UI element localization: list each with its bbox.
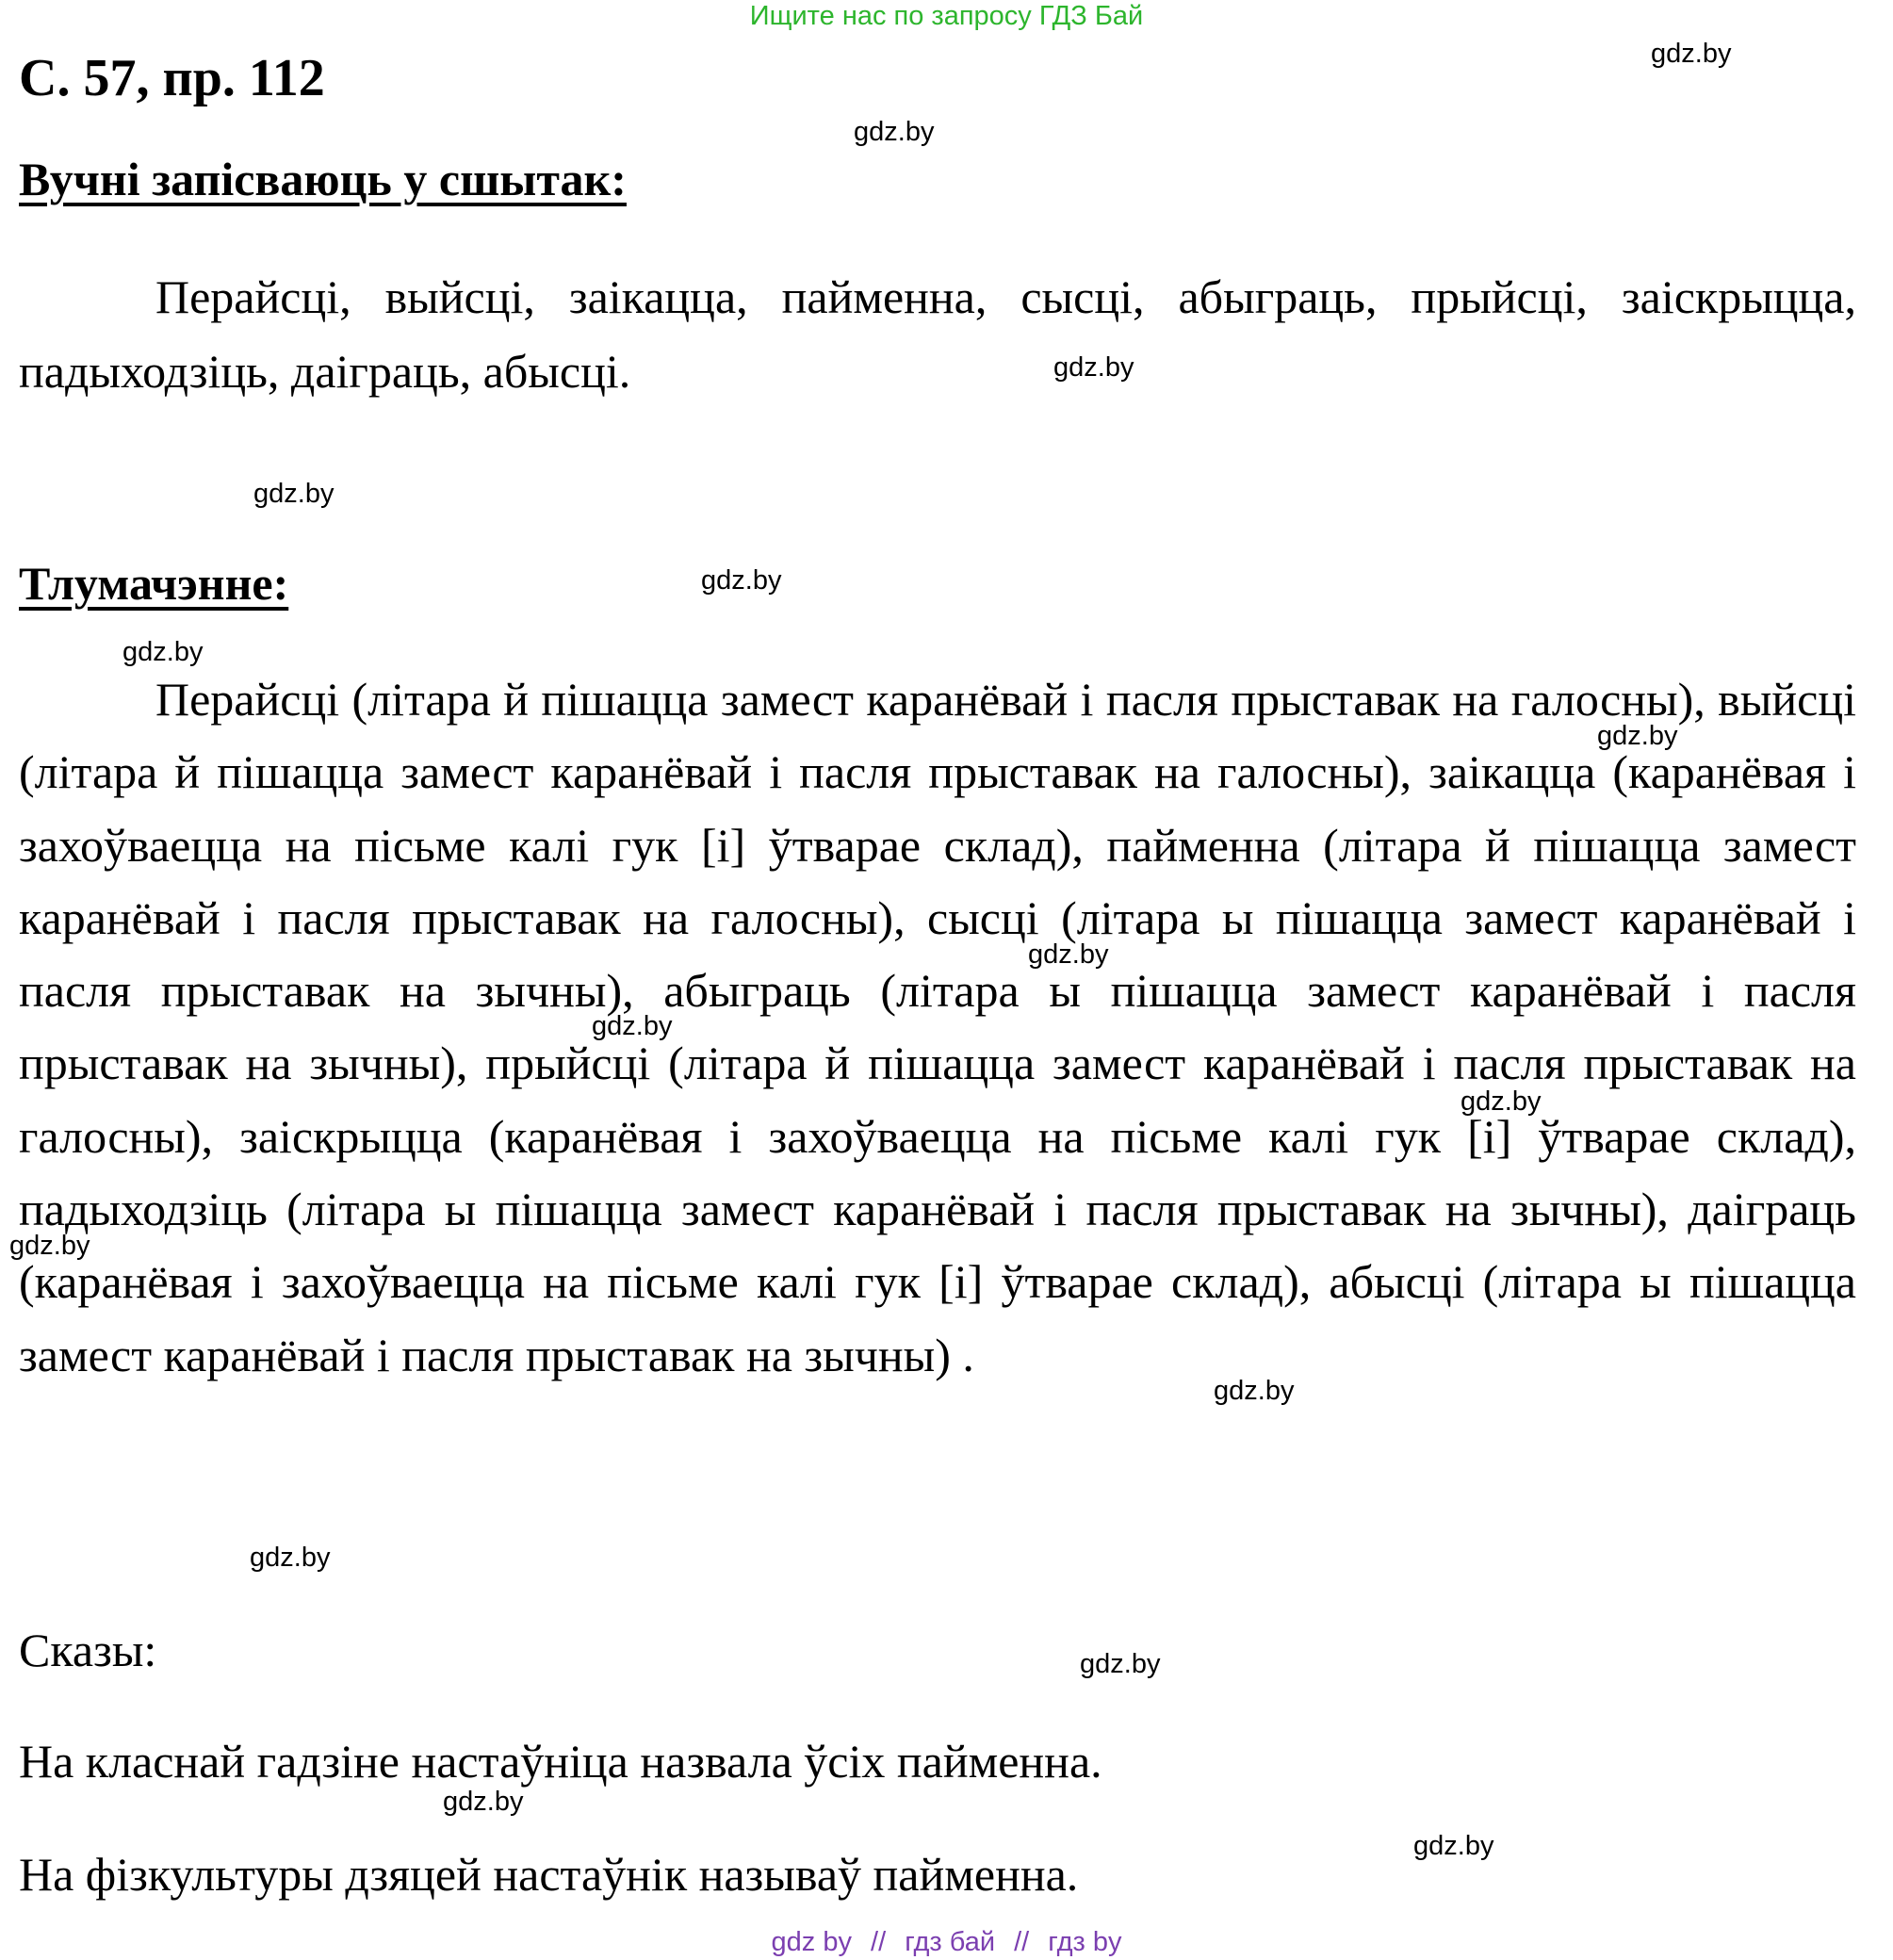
watermark: gdz.by bbox=[443, 1787, 524, 1817]
watermark: gdz.by bbox=[701, 565, 782, 596]
watermark: gdz.by bbox=[122, 637, 204, 667]
notebook-heading: Вучні запісваюць у сшытак: bbox=[19, 153, 627, 205]
watermark: gdz.by bbox=[1053, 352, 1134, 383]
page-title: С. 57, пр. 112 bbox=[19, 49, 325, 107]
search-hint-banner: Ищите нас по запросу ГДЗ Бай bbox=[749, 1, 1144, 31]
footer-links bbox=[0, 1926, 1893, 1958]
footer-separator: // bbox=[871, 1927, 887, 1957]
notebook-word-list: Перайсці, выйсці, заікацца, пайменна, сысці, абыграць, прыйсці, заіскрыцца, падыходзіць, даіграць, абысці. bbox=[19, 270, 1856, 398]
watermark: gdz.by bbox=[1597, 721, 1678, 751]
explanation-heading: Тлумачэнне: bbox=[19, 557, 289, 610]
watermark: gdz.by bbox=[592, 1011, 673, 1041]
explanation-text: Перайсці (літара й пішацца замест каранёвай і пасля прыставак на галосны), выйсці (літара й пішацца замест каранёвай і пасля прыставак на галосны), заікацца (каранёвая і захоўваецца на пісьме калі гук [і] ўтварае склад), пайменна (літара й пішацца замест каранёвай і пасля прыставак на галосны), сысці (літара ы пішацца замест каранёвай і пасля прыставак на зычны), абыграць (літара ы пішацца замест каранёвай і пасля прыставак на зычны), прыйсці (літара й пішацца замест каранёвай і пасля прыставак на галосны), заіскрыцца (каранёвая і захоўваецца на пісьме калі гук [і] ўтварае склад), падыходзіць (літара ы пішацца замест каранёвай і пасля прыставак на зычны), даіграць (каранёвая і захоўваецца на пісьме калі гук [і] ўтварае склад), абысці (літара ы пішацца замест каранёвай і пасля прыставак на зычны) . bbox=[19, 673, 1856, 1381]
footer-link[interactable]: гдз by bbox=[1048, 1927, 1122, 1957]
watermark: gdz.by bbox=[1028, 939, 1109, 970]
footer-link[interactable]: gdz by bbox=[771, 1927, 852, 1957]
sentence-item: На класнай гадзіне настаўніца назвала ўсіх пайменна. bbox=[19, 1735, 1102, 1788]
watermark: gdz.by bbox=[1651, 39, 1732, 69]
watermark: gdz.by bbox=[1214, 1376, 1295, 1406]
sentence-item: На фізкультуры дзяцей настаўнік называў пайменна. bbox=[19, 1848, 1079, 1901]
watermark: gdz.by bbox=[253, 479, 335, 509]
watermark: gdz.by bbox=[1080, 1649, 1161, 1679]
footer-link[interactable]: гдз бай bbox=[905, 1927, 996, 1957]
sentences-label: Сказы: bbox=[19, 1624, 157, 1676]
watermark: gdz.by bbox=[1461, 1086, 1542, 1117]
watermark: gdz.by bbox=[9, 1231, 90, 1261]
footer-separator: // bbox=[1014, 1927, 1030, 1957]
watermark: gdz.by bbox=[854, 117, 935, 147]
watermark: gdz.by bbox=[250, 1543, 331, 1573]
watermark: gdz.by bbox=[1413, 1831, 1494, 1861]
